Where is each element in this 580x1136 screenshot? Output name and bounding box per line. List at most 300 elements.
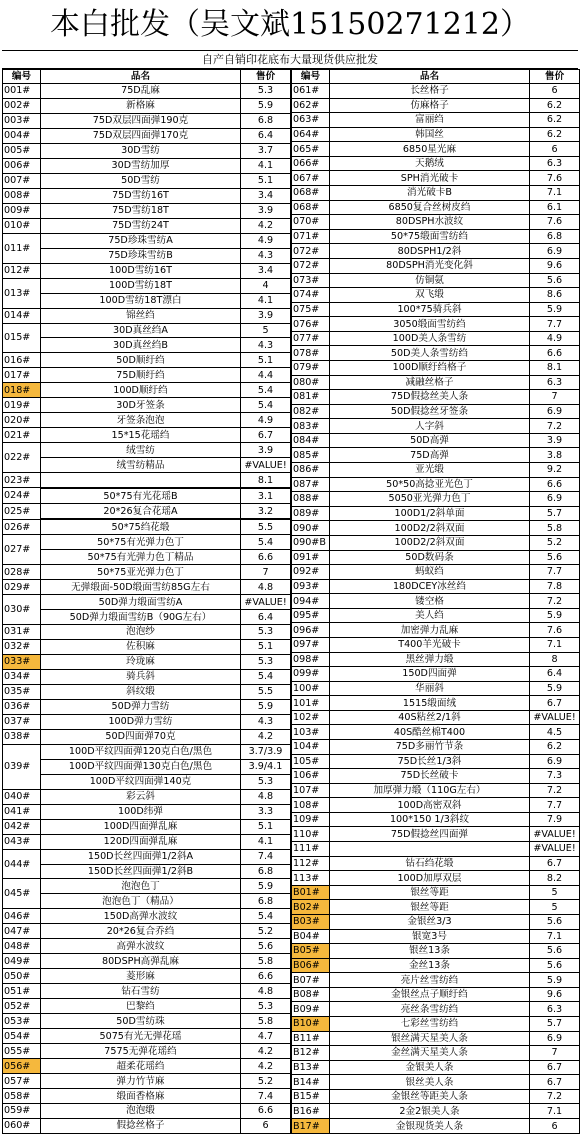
table-row	[292, 258, 580, 273]
product-name: 50D弹力雪纺	[41, 699, 241, 714]
product-code: 051#	[3, 984, 41, 999]
product-code: 098#	[292, 652, 330, 667]
table-row	[292, 288, 580, 303]
table-row	[3, 699, 291, 714]
product-name: 2金2银美人条	[330, 1104, 530, 1119]
product-price: 4.8	[241, 984, 291, 999]
product-name: 银丝等距	[330, 900, 530, 915]
product-code: 078#	[292, 346, 330, 361]
product-code: 083#	[292, 419, 330, 434]
table-row	[3, 550, 291, 565]
table-row	[3, 954, 291, 969]
product-name: 150D四面弹	[330, 667, 530, 682]
product-name: 30D雪纺	[41, 143, 241, 158]
product-price: 4.8	[241, 789, 291, 804]
table-row	[292, 885, 580, 900]
product-price: 3.9	[530, 433, 580, 448]
product-code: 104#	[292, 740, 330, 755]
product-name: 巴黎绉	[41, 999, 241, 1014]
product-code: 066#	[292, 156, 330, 171]
product-price: 5.6	[530, 944, 580, 959]
table-row	[3, 669, 291, 684]
product-price: 6.2	[530, 740, 580, 755]
product-name: 韩国丝	[330, 127, 530, 142]
product-price: 6.2	[530, 98, 580, 113]
product-price: #VALUE!	[241, 595, 291, 610]
product-code: 043#	[3, 834, 41, 849]
table-row	[3, 879, 291, 894]
product-name: 泡泡色丁	[41, 879, 241, 894]
product-code: 085#	[292, 448, 330, 463]
product-code: 058#	[3, 1089, 41, 1104]
product-name: 50D弹力缎面雪纺B（90G左右）	[41, 610, 241, 625]
product-name: 50*50高捻亚光色丁	[330, 477, 530, 492]
table-row	[292, 914, 580, 929]
product-name: 50D顺纡绉	[41, 353, 241, 368]
product-code: 099#	[292, 667, 330, 682]
table-row	[3, 278, 291, 293]
product-price: 7.4	[241, 1089, 291, 1104]
table-row	[292, 492, 580, 507]
product-price: 5.1	[241, 353, 291, 368]
product-name: 50D数码条	[330, 550, 530, 565]
product-code: 056#	[3, 1059, 41, 1074]
product-price: 3.1	[241, 489, 291, 504]
product-name: 仿铜氨	[330, 273, 530, 288]
table-row	[3, 428, 291, 443]
table-row	[3, 834, 291, 849]
product-code: 110#	[292, 827, 330, 842]
product-name: 75D顺纡绉	[41, 368, 241, 383]
product-code: B15#	[292, 1089, 330, 1104]
product-price: 3.9	[241, 443, 291, 458]
table-row	[292, 186, 580, 201]
table-row	[292, 113, 580, 128]
product-code: 032#	[3, 639, 41, 654]
product-code: 041#	[3, 804, 41, 819]
product-code: 096#	[292, 623, 330, 638]
product-name: 减融丝格子	[330, 375, 530, 390]
product-name: 天鹅绒	[330, 156, 530, 171]
table-row	[3, 248, 291, 263]
product-code: B06#	[292, 958, 330, 973]
product-price: 5.2	[241, 924, 291, 939]
product-name: 100D美人条雪纺	[330, 331, 530, 346]
table-row	[292, 302, 580, 317]
product-price: 4.1	[241, 834, 291, 849]
product-price: 9.2	[530, 463, 580, 478]
product-price: 5	[530, 900, 580, 915]
product-code: 004#	[3, 128, 41, 143]
table-body-left	[3, 84, 291, 1134]
table-row	[292, 696, 580, 711]
product-price: 5.3	[241, 999, 291, 1014]
product-code: 097#	[292, 637, 330, 652]
product-code: B16#	[292, 1104, 330, 1119]
table-row	[292, 229, 580, 244]
product-code: 017#	[3, 368, 41, 383]
product-code: 031#	[3, 625, 41, 640]
product-code: B05#	[292, 944, 330, 959]
product-code: 014#	[3, 308, 41, 323]
product-code: 063#	[292, 113, 330, 128]
product-code: 049#	[3, 954, 41, 969]
product-name: 75D珍珠雪纺B	[41, 248, 241, 263]
table-row	[3, 610, 291, 625]
product-price: 4.3	[241, 338, 291, 353]
table-row	[3, 188, 291, 203]
table-row	[292, 127, 580, 142]
table-row	[292, 84, 580, 99]
product-name: 100D加厚双层	[330, 871, 530, 886]
table-row	[3, 1074, 291, 1089]
table-row	[292, 710, 580, 725]
table-row	[3, 113, 291, 128]
table-row	[292, 1017, 580, 1032]
product-name: 金银丝点子顺纡绉	[330, 987, 530, 1002]
product-name: 假捻丝格子	[41, 1118, 241, 1133]
product-price: 7.1	[530, 186, 580, 201]
product-name: 100D四面弹乱麻	[41, 819, 241, 834]
product-price: 4.2	[241, 729, 291, 744]
product-price: 6.3	[530, 156, 580, 171]
table-row	[3, 353, 291, 368]
table-row	[3, 804, 291, 819]
product-code: 044#	[3, 849, 41, 879]
product-name: 弹力竹节麻	[41, 1074, 241, 1089]
product-code: 050#	[3, 969, 41, 984]
product-price: 3.3	[241, 804, 291, 819]
product-price: 5.9	[530, 302, 580, 317]
table-row	[3, 625, 291, 640]
product-price: 6.9	[530, 754, 580, 769]
product-price: 6	[530, 1119, 580, 1134]
product-code: 001#	[3, 84, 41, 99]
product-code: 011#	[3, 233, 41, 263]
table-row	[3, 233, 291, 248]
product-price: 7.1	[530, 929, 580, 944]
product-price: 7.8	[530, 579, 580, 594]
product-name: 40S酷丝棉T400	[330, 725, 530, 740]
product-code: 040#	[3, 789, 41, 804]
table-row	[292, 433, 580, 448]
product-code: 084#	[292, 433, 330, 448]
product-price: 4.5	[530, 725, 580, 740]
product-name: 华丽斜	[330, 681, 530, 696]
product-price: 4	[241, 278, 291, 293]
product-price: 3.7	[241, 143, 291, 158]
product-name: 75D假捻丝美人条	[330, 390, 530, 405]
header-name: 品名	[330, 70, 530, 84]
product-name: 金银丝等距美人条	[330, 1089, 530, 1104]
product-name: 100D高密双斜	[330, 798, 530, 813]
product-price: 3.9	[241, 308, 291, 323]
table-row	[292, 506, 580, 521]
product-name: 75D双层四面弹170克	[41, 128, 241, 143]
product-code: 022#	[3, 443, 41, 473]
table-row	[3, 504, 291, 519]
product-price: 6.7	[530, 696, 580, 711]
product-price: 7.4	[241, 849, 291, 864]
product-price: 5.1	[241, 819, 291, 834]
table-row	[3, 984, 291, 999]
product-name: 30D真丝绉A	[41, 323, 241, 338]
product-name: 75D双层四面弹190克	[41, 113, 241, 128]
product-price: 6.9	[530, 404, 580, 419]
product-price: 7.6	[530, 623, 580, 638]
table-row	[292, 1075, 580, 1090]
product-price: 7.6	[530, 215, 580, 230]
product-code: 067#	[292, 171, 330, 186]
table-row	[3, 413, 291, 428]
product-code: 105#	[292, 754, 330, 769]
table-row	[3, 323, 291, 338]
product-price: 6.2	[530, 113, 580, 128]
table-row	[292, 419, 580, 434]
table-row	[3, 1104, 291, 1119]
product-price: 4.7	[241, 1029, 291, 1044]
table-row	[292, 375, 580, 390]
product-name: 75D多丽竹节条	[330, 740, 530, 755]
product-name: 100D纬弹	[41, 804, 241, 819]
table-row	[292, 1046, 580, 1061]
product-name: 100D平纹四面弹130克白色/黑色	[41, 759, 241, 774]
table-row	[292, 987, 580, 1002]
product-code: 005#	[3, 143, 41, 158]
product-code: 081#	[292, 390, 330, 405]
product-name: T400羊光破卡	[330, 637, 530, 652]
product-code: 101#	[292, 696, 330, 711]
product-price: 4.8	[241, 580, 291, 595]
product-price: 7.1	[530, 1104, 580, 1119]
table-row	[292, 594, 580, 609]
table-row	[3, 308, 291, 323]
product-code: 095#	[292, 608, 330, 623]
product-code: 077#	[292, 331, 330, 346]
table-row	[3, 849, 291, 864]
table-row	[3, 684, 291, 699]
product-code: 102#	[292, 710, 330, 725]
header-price: 售价	[530, 70, 580, 84]
product-price: 5.6	[530, 550, 580, 565]
product-price: 5.9	[530, 681, 580, 696]
product-name: 80DSPH1/2斜	[330, 244, 530, 259]
product-price: 5.3	[241, 84, 291, 99]
table-row	[292, 171, 580, 186]
product-code: 030#	[3, 595, 41, 625]
product-price: 6.9	[530, 1031, 580, 1046]
product-code: 038#	[3, 729, 41, 744]
product-name: 30D雪纺加厚	[41, 158, 241, 173]
product-code: 091#	[292, 550, 330, 565]
table-row	[292, 637, 580, 652]
table-header-row	[292, 70, 580, 84]
product-price: 4.1	[241, 293, 291, 308]
product-code: 023#	[3, 473, 41, 488]
product-code: B17#	[292, 1119, 330, 1134]
product-price: 4.9	[241, 413, 291, 428]
product-name: 佐积麻	[41, 639, 241, 654]
product-code: 111#	[292, 842, 330, 857]
product-name	[330, 842, 530, 857]
product-price: 6.8	[530, 229, 580, 244]
product-code: 006#	[3, 158, 41, 173]
product-name	[41, 473, 241, 488]
table-row	[292, 404, 580, 419]
product-name: 超柔花瑶绉	[41, 1059, 241, 1074]
table-row	[292, 521, 580, 536]
table-row	[3, 774, 291, 789]
table-row	[3, 158, 291, 173]
table-row	[292, 142, 580, 157]
product-price: 4.3	[241, 714, 291, 729]
product-price: 3.2	[241, 504, 291, 519]
table-row	[292, 842, 580, 857]
product-price: 5.8	[241, 1014, 291, 1029]
product-price: 5.9	[241, 98, 291, 113]
product-code: 087#	[292, 477, 330, 492]
product-code: 012#	[3, 263, 41, 278]
product-code: 113#	[292, 871, 330, 886]
product-price: 6.7	[530, 1075, 580, 1090]
product-code: 010#	[3, 218, 41, 233]
product-code: 071#	[292, 229, 330, 244]
product-name: 7575无弹花瑶绉	[41, 1044, 241, 1059]
product-price: 7.3	[530, 769, 580, 784]
table-row	[292, 652, 580, 667]
product-price: 5.1	[241, 173, 291, 188]
product-name: 50D四面弹70克	[41, 729, 241, 744]
product-price: 6.3	[530, 375, 580, 390]
product-code: 048#	[3, 939, 41, 954]
product-price: 5.9	[530, 608, 580, 623]
product-price: #VALUE!	[530, 827, 580, 842]
product-price: 5.4	[241, 669, 291, 684]
product-name: 泡泡纱	[41, 625, 241, 640]
product-name: SPH消光破卡	[330, 171, 530, 186]
product-code: 112#	[292, 856, 330, 871]
price-table-right	[291, 69, 580, 1134]
product-price: 5.8	[530, 521, 580, 536]
product-name: 亮丝条雪纺绉	[330, 1002, 530, 1017]
product-code: 060#	[3, 1118, 41, 1133]
table-row	[292, 579, 580, 594]
product-code: 047#	[3, 924, 41, 939]
product-code: B14#	[292, 1075, 330, 1090]
table-row	[3, 338, 291, 353]
product-price: 5.6	[530, 958, 580, 973]
product-name: 蚂蚁绉	[330, 565, 530, 580]
table-row	[3, 714, 291, 729]
product-price: 7.6	[530, 171, 580, 186]
table-row	[292, 783, 580, 798]
table-row	[292, 929, 580, 944]
header-code: 编号	[292, 70, 330, 84]
product-name: 50D雪纺珠	[41, 1014, 241, 1029]
product-name: 80DSPH水波纹	[330, 215, 530, 230]
product-name: 100D2/2斜双面	[330, 521, 530, 536]
product-name: 50*75有光花瑶B	[41, 489, 241, 504]
table-row	[292, 667, 580, 682]
product-price: 5.3	[241, 654, 291, 669]
product-name: 1515缎面绒	[330, 696, 530, 711]
product-code: 013#	[3, 278, 41, 308]
product-name: 30D牙签条	[41, 398, 241, 413]
table-row	[292, 1031, 580, 1046]
product-name: 银宽3号	[330, 929, 530, 944]
product-price: 6.6	[241, 550, 291, 565]
product-code: B10#	[292, 1017, 330, 1032]
table-row	[3, 535, 291, 550]
product-code: 090#	[292, 521, 330, 536]
table-row	[3, 98, 291, 113]
product-name: 150D长丝四面弹1/2斜B	[41, 864, 241, 879]
product-price: 6.7	[530, 856, 580, 871]
table-row	[3, 654, 291, 669]
table-row	[292, 827, 580, 842]
product-code: 037#	[3, 714, 41, 729]
page-title: 本白批发（吴文斌15150271212）	[50, 7, 530, 42]
product-name: 金银美人条	[330, 1060, 530, 1075]
product-name: 泡泡缎	[41, 1104, 241, 1119]
table-row	[3, 939, 291, 954]
product-name: 骑兵斜	[41, 669, 241, 684]
table-row	[292, 331, 580, 346]
product-name: 人字斜	[330, 419, 530, 434]
product-name: 加厚弹力缎（110G左右）	[330, 783, 530, 798]
product-code: 021#	[3, 428, 41, 443]
product-price: 7.2	[530, 594, 580, 609]
product-name: 50*75亚光弹力色丁	[41, 565, 241, 580]
product-code: 093#	[292, 579, 330, 594]
table-row	[3, 489, 291, 504]
product-code: B08#	[292, 987, 330, 1002]
table-row	[292, 1089, 580, 1104]
table-row	[292, 798, 580, 813]
product-code: 109#	[292, 812, 330, 827]
product-name: 6850星光麻	[330, 142, 530, 157]
product-code: 057#	[3, 1074, 41, 1089]
product-name: 100*75骑兵斜	[330, 302, 530, 317]
product-name: 15*15花瑶绉	[41, 428, 241, 443]
product-code: B04#	[292, 929, 330, 944]
product-code: B03#	[292, 914, 330, 929]
product-price: 7.2	[530, 1089, 580, 1104]
product-code: 100#	[292, 681, 330, 696]
table-row	[292, 1060, 580, 1075]
product-name: 150D高弹水波纹	[41, 909, 241, 924]
product-code: 086#	[292, 463, 330, 478]
product-code: 029#	[3, 580, 41, 595]
product-code: 009#	[3, 203, 41, 218]
table-row	[292, 448, 580, 463]
product-code: 019#	[3, 398, 41, 413]
product-name: 100D顺纡绉格子	[330, 360, 530, 375]
product-name: 菱形麻	[41, 969, 241, 984]
product-price: 9.6	[530, 987, 580, 1002]
table-row	[292, 565, 580, 580]
product-price: 6.4	[530, 667, 580, 682]
product-price: 5.4	[241, 909, 291, 924]
table-row	[292, 156, 580, 171]
product-code: 015#	[3, 323, 41, 353]
product-code: 094#	[292, 594, 330, 609]
product-price: 5.5	[241, 520, 291, 535]
product-price: 6.4	[241, 610, 291, 625]
product-price: 5.7	[530, 1017, 580, 1032]
product-code: B01#	[292, 885, 330, 900]
product-price: 6.2	[530, 127, 580, 142]
